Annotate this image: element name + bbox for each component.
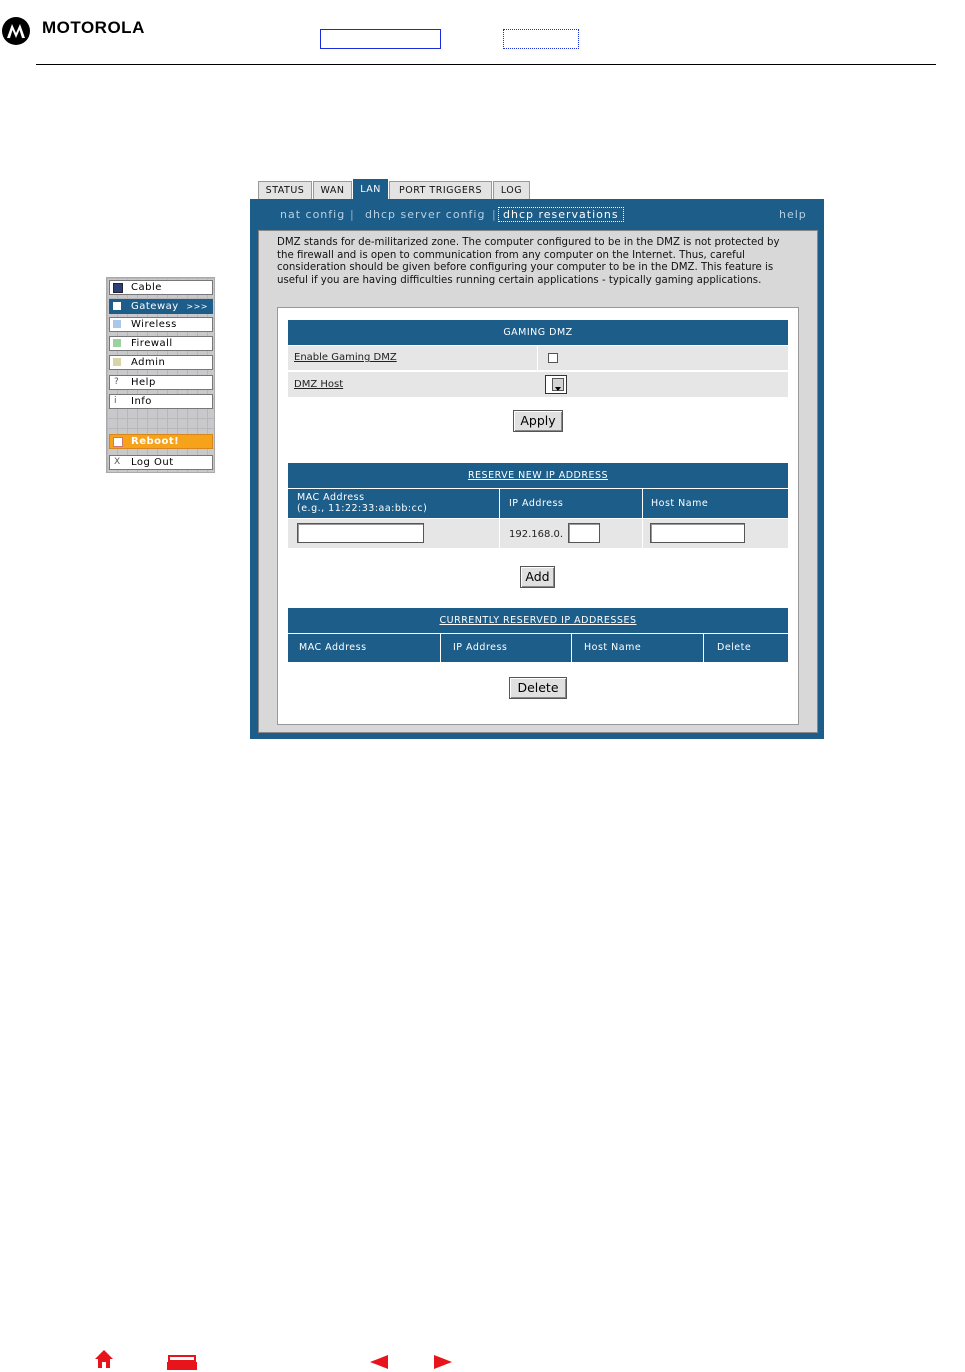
- reserve-ip-header: [288, 463, 788, 488]
- reserved-ip-header: [288, 608, 788, 633]
- nav-item-reboot[interactable]: [109, 434, 213, 449]
- reserve-ip-title[interactable]: RESERVE NEW IP ADDRESS: [467, 470, 609, 481]
- mac-address-input[interactable]: [297, 523, 424, 543]
- nav-item-cable[interactable]: [109, 280, 213, 295]
- nav-label: Help: [131, 377, 156, 388]
- header-link-box-dotted[interactable]: [503, 29, 579, 49]
- col-ip-address: IP Address: [509, 498, 564, 509]
- print-icon[interactable]: [166, 1355, 198, 1370]
- col-divider: [642, 519, 643, 548]
- ip-prefix: 192.168.0.: [509, 529, 564, 540]
- header-divider: [36, 64, 936, 65]
- enable-gaming-dmz-checkbox[interactable]: [548, 353, 558, 363]
- col-host-name: Host Name: [651, 498, 709, 509]
- apply-button[interactable]: Apply: [513, 410, 563, 432]
- nav-item-info[interactable]: [109, 394, 213, 409]
- gateway-color-icon: [113, 302, 121, 310]
- delete-button[interactable]: Delete: [509, 677, 567, 699]
- subnav-nat-config[interactable]: nat config: [280, 208, 346, 221]
- col-mac-hint: (e.g., 11:22:33:aa:bb:cc): [297, 503, 428, 514]
- reboot-icon: [113, 437, 123, 447]
- tab-log[interactable]: LOG: [493, 181, 530, 199]
- host-name-input[interactable]: [650, 523, 745, 543]
- enable-gaming-dmz-label[interactable]: Enable Gaming DMZ: [294, 352, 397, 363]
- col-mac-label: MAC Address: [297, 492, 365, 503]
- header-link-box[interactable]: [320, 29, 441, 49]
- col-divider: [499, 489, 500, 518]
- subnav-separator: |: [492, 208, 497, 221]
- info-icon: i: [114, 396, 118, 406]
- nav-item-help[interactable]: [109, 375, 213, 390]
- wireless-color-icon: [113, 320, 121, 328]
- admin-color-icon: [113, 358, 121, 366]
- chevron-down-icon: [552, 378, 564, 391]
- tab-status[interactable]: STATUS: [258, 181, 312, 199]
- col-divider: [703, 634, 704, 662]
- home-icon[interactable]: [93, 1348, 115, 1370]
- nav-item-logout[interactable]: [109, 455, 213, 470]
- dmz-host-row: [288, 372, 788, 397]
- dmz-host-label[interactable]: DMZ Host: [294, 379, 344, 390]
- col-divider: [440, 634, 441, 662]
- nav-label: Log Out: [131, 457, 174, 468]
- reserved-columns-header: [288, 634, 788, 662]
- nav-item-wireless[interactable]: [109, 317, 213, 332]
- left-nav: [106, 277, 215, 473]
- question-icon: ?: [114, 377, 120, 387]
- nav-label: Info: [131, 396, 152, 407]
- add-button[interactable]: Add: [520, 566, 555, 588]
- col-mac-address: MAC Address: [299, 642, 367, 653]
- sub-nav: [250, 207, 824, 225]
- col-divider: [499, 519, 500, 548]
- nav-item-admin[interactable]: [109, 355, 213, 370]
- motorola-logo-icon: [1, 16, 31, 46]
- col-mac-address: [297, 492, 427, 514]
- subnav-separator: |: [350, 208, 355, 221]
- reserved-ip-title[interactable]: CURRENTLY RESERVED IP ADDRESSES: [439, 615, 637, 626]
- subnav-dhcp-reservations[interactable]: dhcp reservations: [498, 207, 624, 222]
- reserve-columns-header: [288, 489, 788, 518]
- subnav-help[interactable]: help: [779, 208, 807, 221]
- previous-page-icon[interactable]: [368, 1355, 390, 1369]
- ip-last-octet-input[interactable]: [568, 523, 600, 543]
- col-host-name: Host Name: [584, 642, 642, 653]
- col-divider: [642, 489, 643, 518]
- tab-wan[interactable]: WAN: [313, 181, 352, 199]
- nav-item-firewall[interactable]: [109, 336, 213, 351]
- intro-text: DMZ stands for de-militarized zone. The computer configured to be in the DMZ is not protected by the firewall and is open to communication from any computer on the Internet. Thus, careful consideration should be given before configuring your computer to be in the DMZ. This feature is useful if you are having difficulties running certain applications - typically gaming applications.: [277, 237, 780, 286]
- nav-label: Firewall: [131, 338, 173, 349]
- firewall-color-icon: [113, 339, 121, 347]
- brand-name: MOTOROLA: [42, 18, 145, 37]
- subnav-dhcp-server-config[interactable]: dhcp server config: [365, 208, 486, 221]
- nav-label: Wireless: [131, 319, 177, 330]
- tab-lan[interactable]: LAN: [353, 179, 388, 199]
- dmz-host-select[interactable]: [545, 375, 567, 394]
- next-page-icon[interactable]: [432, 1355, 454, 1369]
- enable-gaming-dmz-row: [288, 346, 788, 370]
- nav-item-gateway[interactable]: [109, 299, 213, 314]
- nav-label: Reboot!: [131, 436, 180, 447]
- col-divider: [571, 634, 572, 662]
- nav-arrow: >>>: [186, 302, 208, 311]
- col-ip-address: IP Address: [453, 642, 508, 653]
- cable-color-icon: [113, 283, 123, 293]
- nav-label: Gateway: [131, 301, 179, 312]
- tab-port-triggers[interactable]: PORT TRIGGERS: [389, 181, 492, 199]
- close-icon: X: [114, 457, 121, 467]
- col-delete: Delete: [717, 642, 752, 653]
- gaming-dmz-header: GAMING DMZ: [288, 320, 788, 345]
- nav-label: Admin: [131, 357, 166, 368]
- nav-label: Cable: [131, 282, 162, 293]
